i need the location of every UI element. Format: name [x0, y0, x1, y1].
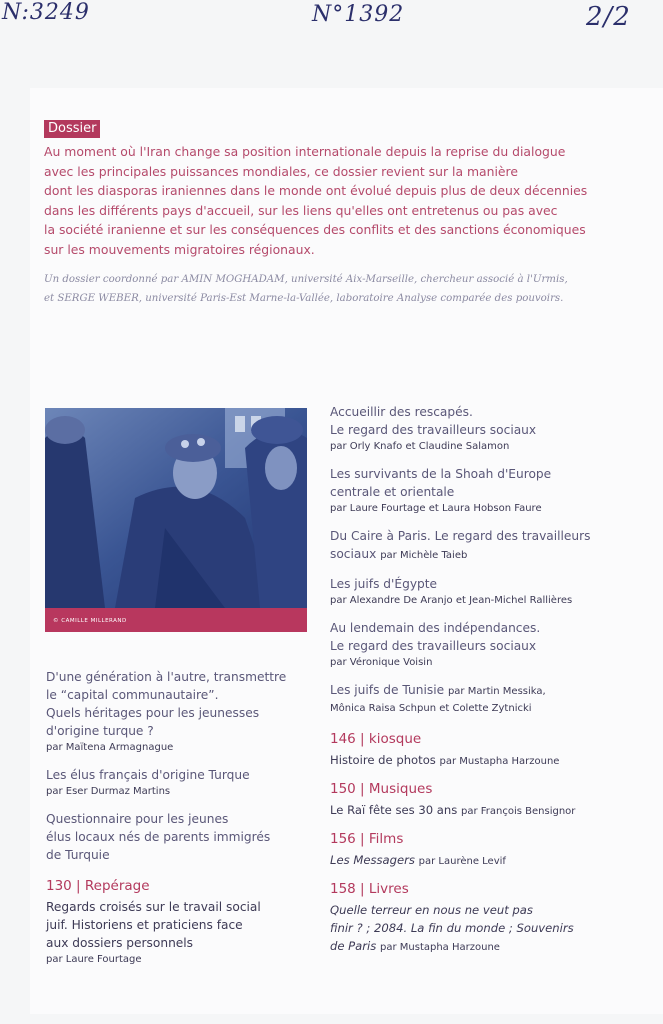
- article-entry: [46, 766, 308, 800]
- title-line: Le regard des travailleurs sociaux: [330, 639, 537, 653]
- article-byline: par Véronique Voisin: [330, 657, 433, 668]
- section-body: [330, 751, 630, 771]
- article-entry: [330, 575, 630, 609]
- article-entry: [46, 668, 308, 756]
- section-heading: 150 | Musiques: [330, 781, 433, 797]
- dossier-intro: [44, 142, 604, 260]
- intro-line: avec les principales puissances mondiales, ce dossier revient sur la manière: [44, 163, 519, 179]
- title-line: centrale et orientale: [330, 485, 455, 499]
- section-heading: 130 | Repérage: [46, 878, 150, 894]
- article-title: [330, 575, 630, 593]
- section-title: Histoire de photos: [330, 753, 436, 767]
- handwritten-note-right: 2/2: [586, 2, 631, 32]
- article-entry: [330, 403, 630, 455]
- article-title: [46, 668, 308, 740]
- handwritten-note-center: N°1392: [312, 2, 405, 27]
- section-kiosque: [330, 727, 630, 771]
- section-heading: 156 | Films: [330, 831, 404, 847]
- title-line: Les juifs d'Égypte: [330, 577, 438, 591]
- title-line: élus locaux nés de parents immigrés: [46, 830, 271, 844]
- body-line: finir ? ; 2084. La fin du monde ; Souvenirs: [330, 921, 574, 935]
- section-title: Les Messagers: [330, 853, 415, 867]
- article-title: [330, 403, 630, 439]
- title-line: de Turquie: [46, 848, 110, 862]
- title-line: Du Caire à Paris. Le regard des travailleurs: [330, 529, 591, 543]
- title-line: Les élus français d'origine Turque: [46, 768, 250, 782]
- photo-image: [45, 408, 307, 608]
- intro-line: sur les mouvements migratoires régionaux.: [44, 241, 315, 257]
- title-line: Questionnaire pour les jeunes: [46, 812, 229, 826]
- section-byline: par François Bensignor: [460, 806, 576, 817]
- section-reperage: [46, 874, 308, 968]
- section-body: [330, 901, 630, 957]
- article-title: [330, 465, 630, 501]
- right-column: [330, 403, 630, 963]
- article-entry: [330, 527, 630, 565]
- article-entry: [330, 619, 630, 671]
- article-title: [46, 766, 308, 784]
- title-line: D'une génération à l'autre, transmettre: [46, 670, 287, 684]
- title-line: [330, 681, 630, 701]
- title-text: sociaux: [330, 547, 377, 561]
- title-line: Le regard des travailleurs sociaux: [330, 423, 537, 437]
- section-byline: par Laure Fourtage: [46, 954, 142, 965]
- article-byline: par Martin Messika,: [447, 686, 546, 697]
- title-line: Quels héritages pour les jeunesses: [46, 706, 260, 720]
- title-line: Au lendemain des indépendances.: [330, 621, 541, 635]
- section-musiques: [330, 777, 630, 821]
- body-line: Quelle terreur en nous ne veut pas: [330, 903, 533, 917]
- credit-line: Un dossier coordonné par AMIN MOGHADAM, université Aix-Marseille, chercheur associé à l'Urmis,: [44, 274, 568, 285]
- photo-caption: © CAMILLE MILLERAND: [53, 618, 127, 624]
- article-title: [330, 619, 630, 655]
- section-byline: par Mustapha Harzoune: [380, 942, 500, 953]
- article-byline: par Eser Durmaz Martins: [46, 786, 171, 797]
- article-title: [46, 810, 308, 864]
- title-text: Les juifs de Tunisie: [330, 683, 445, 697]
- dossier-badge: Dossier: [44, 120, 100, 138]
- article-byline: par Maïtena Armagnague: [46, 742, 174, 753]
- body-line: juif. Historiens et praticiens face: [46, 918, 243, 932]
- article-entry: [330, 465, 630, 517]
- intro-line: dans les différents pays d'accueil, sur les liens qu'elles ont entretenus ou pas avec: [44, 202, 558, 218]
- section-body: [46, 898, 308, 952]
- article-entry: [330, 681, 630, 717]
- credit-line: et SERGE WEBER, université Paris-Est Marne-la-Vallée, laboratoire Analyse comparée des pouvoirs.: [44, 293, 564, 304]
- section-body: [330, 801, 630, 821]
- dossier-photo: [45, 408, 307, 632]
- section-heading: 158 | Livres: [330, 881, 409, 897]
- article-byline: par Laure Fourtage et Laura Hobson Faure: [330, 503, 542, 514]
- section-body: [330, 851, 630, 871]
- article-entry: [46, 810, 308, 864]
- title-line: [330, 545, 630, 565]
- title-line: le “capital communautaire”.: [46, 688, 219, 702]
- section-films: [330, 827, 630, 871]
- section-byline: par Laurène Levif: [418, 856, 506, 867]
- section-title: Le Raï fête ses 30 ans: [330, 803, 458, 817]
- article-byline: par Michèle Taieb: [380, 550, 468, 561]
- article-title: [330, 681, 630, 701]
- section-title: de Paris: [330, 939, 377, 953]
- section-heading: 146 | kiosque: [330, 731, 422, 747]
- dossier-credit: [44, 270, 604, 308]
- body-line: [330, 937, 630, 957]
- title-line: Accueillir des rescapés.: [330, 405, 473, 419]
- article-byline: par Alexandre De Aranjo et Jean-Michel Rallières: [330, 595, 573, 606]
- handwritten-note-left: N:3249: [2, 0, 90, 25]
- section-byline: par Mustapha Harzoune: [439, 756, 560, 767]
- body-line: Regards croisés sur le travail social: [46, 900, 261, 914]
- intro-line: dont les diasporas iraniennes dans le monde ont évolué depuis plus de deux décennies: [44, 183, 588, 199]
- body-line: aux dossiers personnels: [46, 936, 194, 950]
- article-title: [330, 527, 630, 565]
- intro-line: la société iranienne et sur les conséquences des conflits et des sanctions économiques: [44, 222, 586, 238]
- title-line: d'origine turque ?: [46, 724, 154, 738]
- left-column: [46, 668, 308, 974]
- intro-line: Au moment où l'Iran change sa position internationale depuis la reprise du dialogue: [44, 144, 566, 159]
- section-livres: [330, 877, 630, 957]
- article-byline: par Orly Knafo et Claudine Salamon: [330, 441, 510, 452]
- article-byline: Mônica Raisa Schpun et Colette Zytnicki: [330, 703, 532, 714]
- title-line: Les survivants de la Shoah d'Europe: [330, 467, 552, 481]
